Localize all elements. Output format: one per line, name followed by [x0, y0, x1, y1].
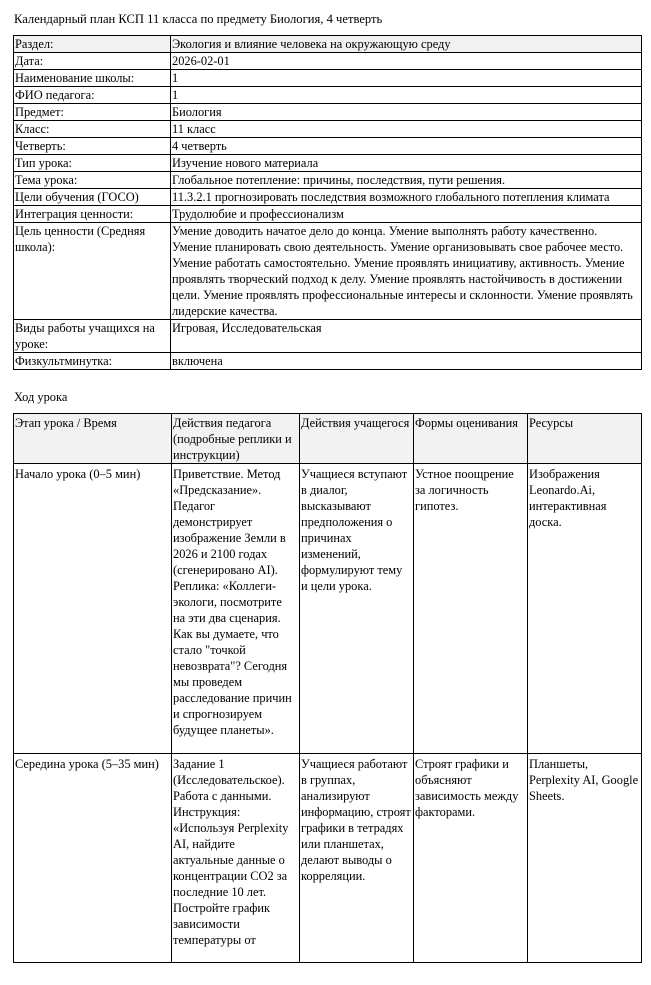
header-teacher-actions: Действия педагога (подробные реплики и инструкции): [172, 414, 300, 464]
cell-student-actions: Учащиеся вступают в диалог, высказывают предположения о причинах изменений, формулируют тему и цели урока.: [300, 464, 414, 754]
cell-teacher-actions: Задание 1 (Исследовательское). Работа с данными. Инструкция: «Используя Perplexity AI, найдите актуальные данные о концентрации CO2 за последние 10 лет. Постройте график зависимости температуры от: [172, 754, 300, 963]
info-value: Глобальное потепление: причины, последствия, пути решения.: [171, 172, 642, 189]
header-resources: Ресурсы: [528, 414, 642, 464]
info-row-value-integration: [14, 206, 642, 223]
info-label: Четверть:: [14, 138, 171, 155]
lesson-flow-table: [13, 413, 642, 963]
info-value: 11 класс: [171, 121, 642, 138]
info-label: Интеграция ценности:: [14, 206, 171, 223]
info-value: 4 четверть: [171, 138, 642, 155]
info-value: Игровая, Исследовательская: [171, 320, 642, 353]
info-label: Раздел:: [14, 36, 171, 53]
info-row-quarter: [14, 138, 642, 155]
cell-resources: Изображения Leonardo.Ai, интерактивная доска.: [528, 464, 642, 754]
document-title: Календарный план КСП 11 класса по предмету Биология, 4 четверть: [14, 12, 383, 26]
info-row-lesson-topic: [14, 172, 642, 189]
info-row-exercise-break: [14, 353, 642, 370]
info-row-learning-goals: [14, 189, 642, 206]
info-value: Умение доводить начатое дело до конца. Умение выполнять работу качественно. Умение планировать свою деятельность. Умение организовывать свое рабочее место. Умение работать самостоятельно. Умение проявлять инициативу, активность. Умение проявлять творческий подход к делу. Умение проявлять настойчивость в достижении цели. Умение проявлять профессиональные интересы и склонности. Умение проявлять лидерские качества.: [171, 223, 642, 320]
cell-assessment: Строят графики и объясняют зависимость между факторами.: [414, 754, 528, 963]
info-row-value-goal: [14, 223, 642, 320]
cell-assessment: Устное поощрение за логичность гипотез.: [414, 464, 528, 754]
info-label: Предмет:: [14, 104, 171, 121]
header-student-actions: Действия учащегося: [300, 414, 414, 464]
info-label: Дата:: [14, 53, 171, 70]
lesson-table-header-row: [14, 414, 642, 464]
table-row: [14, 464, 642, 754]
info-label: Класс:: [14, 121, 171, 138]
info-row-lesson-type: [14, 155, 642, 172]
cell-resources: Планшеты, Perplexity AI, Google Sheets.: [528, 754, 642, 963]
info-label: Тип урока:: [14, 155, 171, 172]
info-label: Физкультминутка:: [14, 353, 171, 370]
info-row-work-types: [14, 320, 642, 353]
cell-teacher-actions: Приветствие. Метод «Предсказание». Педагог демонстрирует изображение Земли в 2026 и 2100 годах (сгенерировано AI). Реплика: «Коллеги-экологи, посмотрите на эти два сценария. Как вы думаете, что стало "точкой невозврата"? Сегодня мы проведем расследование причин и спрогнозируем будущее планеты».: [172, 464, 300, 754]
info-value: Трудолюбие и профессионализм: [171, 206, 642, 223]
info-row-subject: [14, 104, 642, 121]
info-value: 11.3.2.1 прогнозировать последствия возможного глобального потепления климата: [171, 189, 642, 206]
info-row-section: [14, 36, 642, 53]
info-value: 1: [171, 87, 642, 104]
info-row-grade: [14, 121, 642, 138]
info-value: Экология и влияние человека на окружающую среду: [171, 36, 642, 53]
info-label: ФИО педагога:: [14, 87, 171, 104]
info-row-teacher: [14, 87, 642, 104]
cell-student-actions: Учащиеся работают в группах, анализируют информацию, строят графики в тетрадях или планшетах, делают выводы о корреляции.: [300, 754, 414, 963]
info-value: 1: [171, 70, 642, 87]
cell-stage: Начало урока (0–5 мин): [14, 464, 172, 754]
cell-stage: Середина урока (5–35 мин): [14, 754, 172, 963]
info-label: Виды работы учащихся на уроке:: [14, 320, 171, 353]
info-value: 2026-02-01: [171, 53, 642, 70]
info-value: включена: [171, 353, 642, 370]
lesson-info-table: [13, 35, 642, 370]
header-assessment: Формы оценивания: [414, 414, 528, 464]
info-label: Цель ценности (Средняя школа):: [14, 223, 171, 320]
info-label: Цели обучения (ГОСО): [14, 189, 171, 206]
info-value: Биология: [171, 104, 642, 121]
info-row-date: [14, 53, 642, 70]
table-row: [14, 754, 642, 963]
info-label: Тема урока:: [14, 172, 171, 189]
info-label: Наименование школы:: [14, 70, 171, 87]
info-row-school: [14, 70, 642, 87]
header-stage: Этап урока / Время: [14, 414, 172, 464]
lesson-flow-heading: Ход урока: [14, 390, 68, 404]
info-value: Изучение нового материала: [171, 155, 642, 172]
